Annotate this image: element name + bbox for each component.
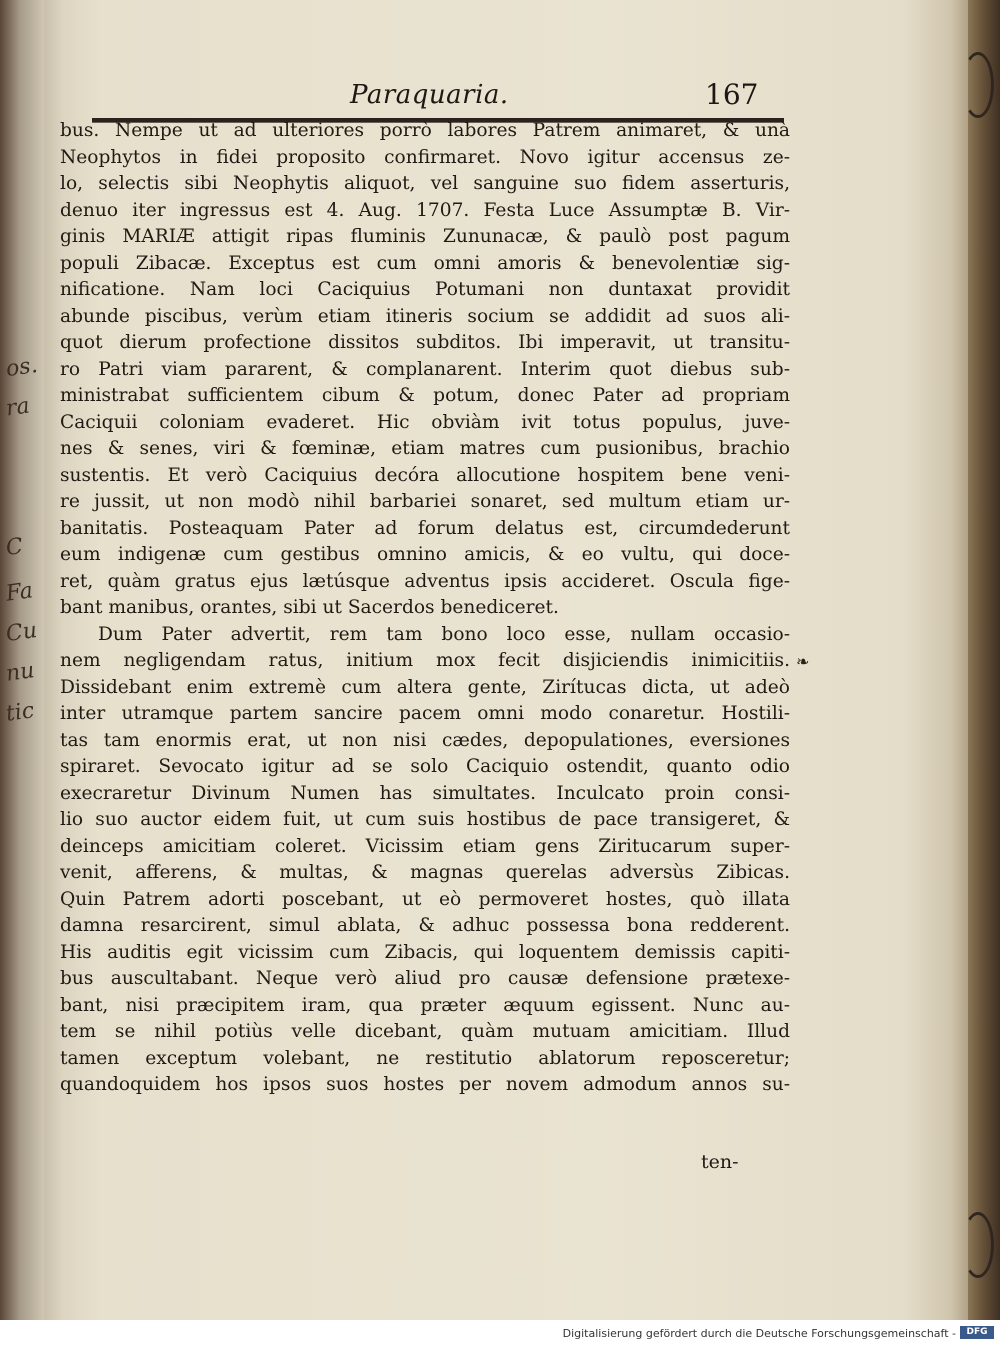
text-line: Caciquii coloniam evaderet. Hic obviàm ivit totus populus, juve- xyxy=(60,411,790,433)
page-stack-edge xyxy=(968,0,1000,1320)
text-line: bus auscultabant. Neque verò aliud pro causæ defensione prætexe- xyxy=(60,968,790,989)
text-line: ministrabat sufficientem cibum & potum, donec Pater ad propriam xyxy=(60,385,790,406)
facing-page-edge xyxy=(0,0,44,1320)
text-line: sustentis. Et verò Caciquius decóra allocutione hospitem bene veni- xyxy=(60,464,790,486)
text-line: venit, afferens, & multas, & magnas querelas adversùs Zibicas. xyxy=(60,862,790,883)
margin-ornament-icon: ❧ xyxy=(796,652,810,671)
text-line: nes & senes, viri & fœminæ, etiam matres cum pusionibus, brachio xyxy=(60,438,790,459)
text-line: tamen exceptum volebant, ne restitutio ablatorum reposceretur; xyxy=(60,1047,790,1069)
text-line: denuo iter ingressus est 4. Aug. 1707. Festa Luce Assumptæ B. Vir- xyxy=(60,199,790,221)
paragraph-2 xyxy=(60,622,790,1099)
text-line: damna resarcirent, simul ablata, & adhuc possessa bona redderent. xyxy=(60,915,790,936)
page-number: 167 xyxy=(705,78,759,111)
text-line: His auditis egit vicissim cum Zibacis, qui loquentem demissis capiti- xyxy=(60,941,790,963)
text-line: abunde piscibus, verùm etiam itineris socium se addidit ad suos ali- xyxy=(60,305,790,327)
text-line: ro Patri viam pararent, & complanarent. Interim quot diebus sub- xyxy=(60,358,790,380)
facing-page-fragment: tic xyxy=(4,698,36,727)
funding-credit: Digitalisierung gefördert durch die Deutsche Forschungsgemeinschaft - xyxy=(562,1327,956,1340)
footer-bar xyxy=(0,1320,1000,1345)
text-line: inter utramque partem sancire pacem omni modo conaretur. Hostili- xyxy=(60,703,790,724)
facing-page-fragment: os. xyxy=(4,352,40,383)
facing-page-fragment: Cu xyxy=(4,617,39,648)
text-line: ginis MARIÆ attigit ripas fluminis Zununacæ, & paulò post pagum xyxy=(60,226,790,247)
text-line: nificatione. Nam loci Caciquius Potumani non duntaxat providit xyxy=(60,279,790,300)
text-line: populi Zibacæ. Exceptus est cum omni amoris & benevolentiæ sig- xyxy=(60,252,790,274)
text-line: ret, quàm gratus ejus lætúsque adventus ipsis accideret. Oscula fige- xyxy=(60,570,790,592)
paragraph-1 xyxy=(60,118,790,622)
text-line: quot dierum profectione dissitos subditos. Ibi imperavit, ut transitu- xyxy=(60,332,790,353)
page-header xyxy=(95,78,780,118)
text-line: tem se nihil potiùs velle dicebant, quàm mutuam amicitiam. Illud xyxy=(60,1021,790,1042)
facing-page-fragment: ra xyxy=(4,393,32,422)
text-line: quandoquidem hos ipsos suos hostes per novem admodum annos su- xyxy=(60,1074,790,1095)
text-line: lo, selectis sibi Neophytis aliquot, vel sanguine suo fidem asserturis, xyxy=(60,173,790,194)
text-line: Neophytos in fidei proposito confirmaret. Novo igitur accensus ze- xyxy=(60,146,790,168)
catchword: ten- xyxy=(701,1151,739,1173)
text-line: bant manibus, orantes, sibi ut Sacerdos benediceret. xyxy=(60,597,559,618)
text-line: bant, nisi præcipitem iram, qua præter æquum egissent. Nunc au- xyxy=(60,994,790,1016)
text-line: lio suo auctor eidem fuit, ut cum suis hostibus de pace transigeret, & xyxy=(60,809,790,830)
binding-ring-icon xyxy=(962,1212,994,1278)
dfg-logo: DFG xyxy=(960,1326,994,1339)
text-line: spiraret. Sevocato igitur ad se solo Caciquio ostendit, quanto odio xyxy=(60,756,790,777)
binding-ring-icon xyxy=(962,52,994,118)
body-text xyxy=(60,118,790,1099)
facing-page-fragment: C xyxy=(4,533,25,562)
text-line: deinceps amicitiam coleret. Vicissim etiam gens Ziritucarum super- xyxy=(60,835,790,857)
text-line: Dissidebant enim extremè cum altera gente, Zirítucas dicta, ut adeò xyxy=(60,676,790,698)
text-line: eum indigenæ cum gestibus omnino amicis, & eo vultu, qui doce- xyxy=(60,544,790,565)
text-line: re jussit, ut non modò nihil barbariei sonaret, sed multum etiam ur- xyxy=(60,491,790,512)
text-line: banitatis. Posteaquam Pater ad forum delatus est, circumdederunt xyxy=(60,517,790,539)
facing-page-fragment: nu xyxy=(4,658,36,687)
text-line: execraretur Divinum Numen has simultates. Inculcato proin consi- xyxy=(60,782,790,804)
text-line: Quin Patrem adorti poscebant, ut eò permoveret hostes, quò illata xyxy=(60,888,790,910)
running-title: Paraquaria. xyxy=(350,80,509,110)
facing-page-fragment: Fa xyxy=(4,578,35,607)
text-line: tas tam enormis erat, ut non nisi cædes, depopulationes, eversiones xyxy=(60,729,790,751)
text-line: nem negligendam ratus, initium mox fecit disjiciendis inimicitiis. xyxy=(60,650,790,671)
text-line: bus. Nempe ut ad ulteriores porrò labores Patrem animaret, & unà xyxy=(60,120,790,141)
text-line: Dum Pater advertit, rem tam bono loco esse, nullam occasio- xyxy=(98,623,790,645)
